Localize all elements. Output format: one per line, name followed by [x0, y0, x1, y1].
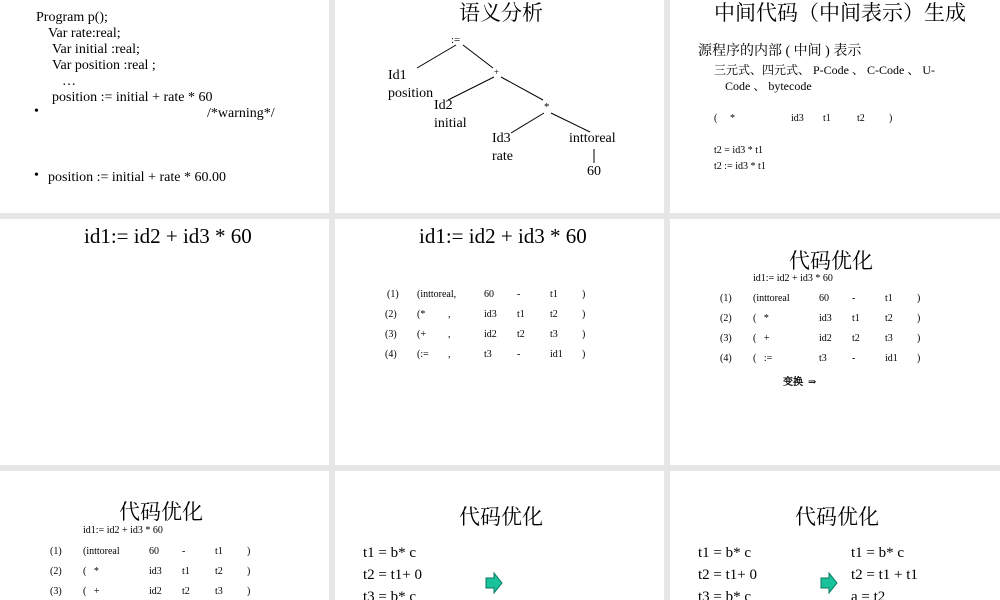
table-cell: (3): [720, 333, 732, 344]
table-cell: ): [582, 329, 586, 340]
table-cell: 60: [819, 293, 829, 304]
quad-cell: id3: [791, 113, 804, 124]
table-cell: (inttoreal,: [417, 289, 457, 300]
table-cell: t3: [484, 349, 492, 360]
table-cell: -: [517, 289, 521, 300]
transform-label: 变换 ⇒: [783, 377, 817, 388]
table-cell: -: [852, 353, 856, 364]
table-cell: t1: [182, 566, 190, 577]
code-line: t1 = b* c: [698, 545, 752, 561]
table-cell: id3: [484, 309, 497, 320]
slide-1[interactable]: [0, 0, 329, 213]
table-cell: t3: [215, 586, 223, 597]
table-cell: ( +: [83, 586, 100, 597]
slide-7[interactable]: [0, 471, 329, 600]
table-cell: 60: [484, 289, 494, 300]
tree-edge: [551, 113, 590, 132]
table-cell: (2): [720, 313, 732, 324]
table-cell: t1: [215, 546, 223, 557]
table-cell: t1: [550, 289, 558, 300]
table-cell: ( *: [753, 313, 769, 324]
quad-cell: *: [730, 113, 735, 124]
tree-edge: [511, 113, 544, 133]
table-cell: -: [517, 349, 521, 360]
slide-subtitle: id1:= id2 + id3 * 60: [753, 273, 833, 284]
table-cell: ): [582, 349, 586, 360]
bullet: •: [34, 104, 39, 119]
bullet: •: [34, 168, 39, 183]
code-line: t2 = t1+ 0: [698, 567, 758, 583]
slide-4[interactable]: [0, 219, 329, 465]
table-cell: t1: [852, 313, 860, 324]
table-cell: id1: [550, 349, 563, 360]
tree-node-id3: Id3: [492, 131, 511, 146]
code-line: Var initial :real;: [52, 42, 140, 57]
table-cell: t2: [215, 566, 223, 577]
tree-node-initial: initial: [434, 116, 467, 131]
table-cell: ): [917, 333, 921, 344]
table-cell: t3: [885, 333, 893, 344]
tree-node-id2: Id2: [434, 98, 453, 113]
slide-2[interactable]: [335, 0, 664, 213]
table-cell: id2: [149, 586, 162, 597]
text-line: 三元式、四元式、 P-Code 、 C-Code 、 U-: [714, 63, 935, 77]
slide-subtitle: id1:= id2 + id3 * 60: [83, 525, 163, 536]
tree-node-times: *: [544, 101, 550, 113]
tree-node-60: 60: [587, 164, 601, 179]
tree-node-assign: :=: [451, 34, 461, 46]
code-line: position := initial + rate * 60: [52, 90, 213, 105]
table-cell: (3): [50, 586, 62, 597]
table-cell: (*: [417, 309, 426, 320]
table-cell: ( *: [83, 566, 99, 577]
quad-cell: (: [714, 113, 718, 124]
table-cell: ): [247, 566, 251, 577]
tree-edge: [463, 45, 493, 68]
table-cell: (inttoreal: [83, 546, 120, 557]
slide-title: id1:= id2 + id3 * 60: [419, 224, 587, 248]
table-cell: (1): [720, 293, 732, 304]
table-cell: (4): [385, 349, 397, 360]
slide-3[interactable]: [670, 0, 1000, 213]
slide-6[interactable]: [670, 219, 1000, 465]
slide-title: 代码优化: [795, 505, 879, 529]
table-cell: ,: [448, 309, 451, 320]
equation: t2 := id3 * t1: [714, 161, 766, 172]
table-cell: t1: [885, 293, 893, 304]
tree-node-inttoreal: inttoreal: [569, 131, 616, 146]
table-cell: (1): [50, 546, 62, 557]
table-cell: ( +: [753, 333, 770, 344]
code-line-optimized: t2 = t1 + t1: [851, 567, 918, 583]
table-cell: -: [852, 293, 856, 304]
equation: t2 = id3 * t1: [714, 145, 763, 156]
table-cell: ,: [448, 349, 451, 360]
tree-edge: [448, 77, 494, 100]
tree-edge: [501, 77, 543, 100]
tree-node-plus: +: [494, 67, 500, 77]
code-line-optimized: a = t2: [851, 589, 886, 600]
slide-title: id1:= id2 + id3 * 60: [84, 224, 252, 248]
table-cell: id3: [149, 566, 162, 577]
code-line: Var rate:real;: [48, 26, 121, 41]
table-cell: t2: [182, 586, 190, 597]
code-line: t3 = b* c: [363, 589, 417, 600]
tree-node-rate: rate: [492, 149, 513, 164]
table-cell: t2: [885, 313, 893, 324]
table-cell: ): [247, 586, 251, 597]
table-cell: t3: [550, 329, 558, 340]
code-line-optimized: t1 = b* c: [851, 545, 905, 561]
table-cell: -: [182, 546, 186, 557]
code-line: Var position :real ;: [52, 58, 156, 73]
table-cell: t3: [819, 353, 827, 364]
table-cell: (4): [720, 353, 732, 364]
code-line: …: [62, 74, 76, 89]
right-arrow-icon: [820, 572, 838, 594]
table-cell: (:=: [417, 349, 429, 360]
table-cell: (+: [417, 329, 426, 340]
table-cell: (2): [385, 309, 397, 320]
table-cell: t2: [852, 333, 860, 344]
slide-title: 代码优化: [789, 249, 873, 273]
slide-title: 中间代码（中间表示）生成: [714, 1, 966, 25]
table-cell: ): [582, 309, 586, 320]
table-cell: (3): [385, 329, 397, 340]
table-cell: (1): [387, 289, 399, 300]
code-line: t1 = b* c: [363, 545, 417, 561]
slide-title: 代码优化: [119, 500, 203, 524]
slide-title: 代码优化: [459, 505, 543, 529]
table-cell: id3: [819, 313, 832, 324]
table-cell: ,: [448, 329, 451, 340]
quad-cell: ): [889, 113, 893, 124]
table-cell: 60: [149, 546, 159, 557]
code-line: t3 = b* c: [698, 589, 752, 600]
tree-edge: [417, 45, 456, 68]
table-cell: (2): [50, 566, 62, 577]
quad-cell: t2: [857, 113, 865, 124]
table-cell: ): [917, 353, 921, 364]
code-line: t2 = t1+ 0: [363, 567, 423, 583]
syntax-tree-edges: [335, 0, 664, 213]
table-cell: ): [917, 293, 921, 304]
slide-9[interactable]: [670, 471, 1000, 600]
table-cell: id2: [819, 333, 832, 344]
quad-cell: t1: [823, 113, 831, 124]
code-line-final: position := initial + rate * 60.00: [48, 170, 226, 185]
table-cell: t1: [517, 309, 525, 320]
table-cell: ): [917, 313, 921, 324]
tree-node-position: position: [388, 86, 434, 101]
table-cell: t2: [550, 309, 558, 320]
table-cell: t2: [517, 329, 525, 340]
slide-5[interactable]: [335, 219, 664, 465]
table-cell: ): [247, 546, 251, 557]
code-comment: /*warning*/: [207, 106, 275, 121]
text-line: 源程序的内部 ( 中间 ) 表示: [698, 44, 862, 59]
table-cell: id2: [484, 329, 497, 340]
tree-node-id1: Id1: [388, 68, 407, 83]
code-line: Program p();: [36, 10, 108, 25]
table-cell: id1: [885, 353, 898, 364]
text-line: Code 、 bytecode: [725, 79, 812, 93]
slide-title: 语义分析: [459, 1, 543, 25]
right-arrow-icon: [485, 572, 503, 594]
table-cell: ): [582, 289, 586, 300]
slide-8[interactable]: [335, 471, 664, 600]
table-cell: (inttoreal: [753, 293, 790, 304]
table-cell: ( :=: [753, 353, 773, 364]
